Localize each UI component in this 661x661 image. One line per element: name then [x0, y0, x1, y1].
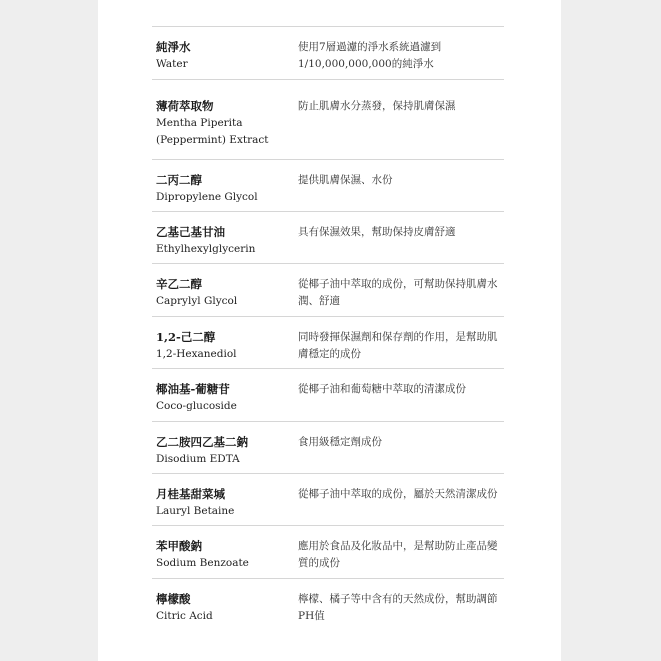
ingredient-desc-cell	[298, 98, 504, 159]
ingredient-desc-cell	[298, 538, 504, 578]
ingredient-name-en: Mentha Piperita (Peppermint) Extract	[156, 117, 269, 146]
ingredient-name-en: Coco-glucoside	[156, 400, 237, 412]
ingredient-description: 檸檬、橘子等中含有的天然成份，幫助調節PH值	[298, 593, 498, 622]
ingredient-name-cell	[152, 224, 298, 263]
ingredient-name-cell	[152, 591, 298, 632]
ingredient-name-cell	[152, 276, 298, 316]
ingredient-name-zh: 月桂基甜菜堿	[156, 487, 225, 501]
ingredient-name-zh: 椰油基-葡糖苷	[156, 382, 230, 396]
ingredient-description: 提供肌膚保濕、水份	[298, 174, 393, 186]
ingredient-name-en: 1,2-Hexanediol	[156, 348, 237, 360]
table-row	[152, 212, 504, 264]
ingredient-desc-cell	[298, 224, 504, 263]
ingredient-name-zh: 乙基己基甘油	[156, 225, 225, 239]
ingredient-name-cell	[152, 329, 298, 368]
table-row	[152, 160, 504, 212]
ingredient-name-en: Disodium EDTA	[156, 453, 240, 465]
ingredient-name-zh: 乙二胺四乙基二鈉	[156, 435, 248, 449]
ingredient-name-zh: 純淨水	[156, 40, 191, 54]
ingredient-name-cell	[152, 538, 298, 578]
ingredient-name-cell	[152, 486, 298, 525]
ingredient-name-cell	[152, 39, 298, 79]
table-row	[152, 474, 504, 526]
ingredient-desc-cell	[298, 329, 504, 368]
ingredient-name-zh: 1,2-己二醇	[156, 330, 216, 344]
ingredient-name-cell	[152, 434, 298, 473]
table-row	[152, 369, 504, 422]
ingredient-name-en: Lauryl Betaine	[156, 505, 235, 517]
ingredient-name-en: Dipropylene Glycol	[156, 191, 258, 203]
ingredient-name-zh: 薄荷萃取物	[156, 99, 214, 113]
ingredient-desc-cell	[298, 39, 504, 79]
ingredient-description: 具有保濕效果，幫助保持皮膚舒適	[298, 226, 456, 238]
ingredient-description: 從椰子油和葡萄糖中萃取的清潔成份	[298, 383, 466, 395]
ingredient-description: 從椰子油中萃取的成份，屬於天然清潔成份	[298, 488, 498, 500]
ingredient-desc-cell	[298, 434, 504, 473]
ingredient-name-zh: 二丙二醇	[156, 173, 202, 187]
ingredient-name-zh: 辛乙二醇	[156, 277, 202, 291]
ingredient-name-en: Ethylhexylglycerin	[156, 243, 256, 255]
ingredient-desc-cell	[298, 591, 504, 632]
ingredient-description: 防止肌膚水分蒸發，保持肌膚保濕	[298, 100, 456, 112]
ingredient-description: 應用於食品及化妝品中，是幫助防止產品變質的成份	[298, 540, 498, 569]
table-row	[152, 317, 504, 369]
ingredient-name-cell	[152, 98, 298, 159]
table-row	[152, 27, 504, 80]
ingredient-desc-cell	[298, 172, 504, 211]
table-row	[152, 80, 504, 160]
table-row	[152, 264, 504, 317]
ingredient-sheet	[98, 0, 561, 661]
ingredient-name-en: Sodium Benzoate	[156, 557, 249, 569]
ingredient-desc-cell	[298, 276, 504, 316]
ingredient-name-cell	[152, 381, 298, 421]
ingredient-description: 食用級穩定劑成份	[298, 436, 382, 448]
ingredient-description: 從椰子油中萃取的成份，可幫助保持肌膚水潤、舒適	[298, 278, 498, 307]
ingredient-name-zh: 苯甲酸鈉	[156, 539, 202, 553]
ingredient-description: 同時發揮保濕劑和保存劑的作用，是幫助肌膚穩定的成份	[298, 331, 498, 360]
ingredient-description: 使用7層過濾的淨水系統過濾到 1/10,000,000,000的純淨水	[298, 41, 442, 70]
ingredient-desc-cell	[298, 381, 504, 421]
ingredient-table	[152, 26, 504, 632]
ingredient-name-en: Citric Acid	[156, 610, 213, 622]
table-row	[152, 526, 504, 579]
ingredient-name-cell	[152, 172, 298, 211]
ingredient-name-zh: 檸檬酸	[156, 592, 191, 606]
table-row	[152, 422, 504, 474]
ingredient-name-en: Water	[156, 58, 188, 70]
table-row	[152, 579, 504, 632]
ingredient-name-en: Caprylyl Glycol	[156, 295, 238, 307]
ingredient-desc-cell	[298, 486, 504, 525]
